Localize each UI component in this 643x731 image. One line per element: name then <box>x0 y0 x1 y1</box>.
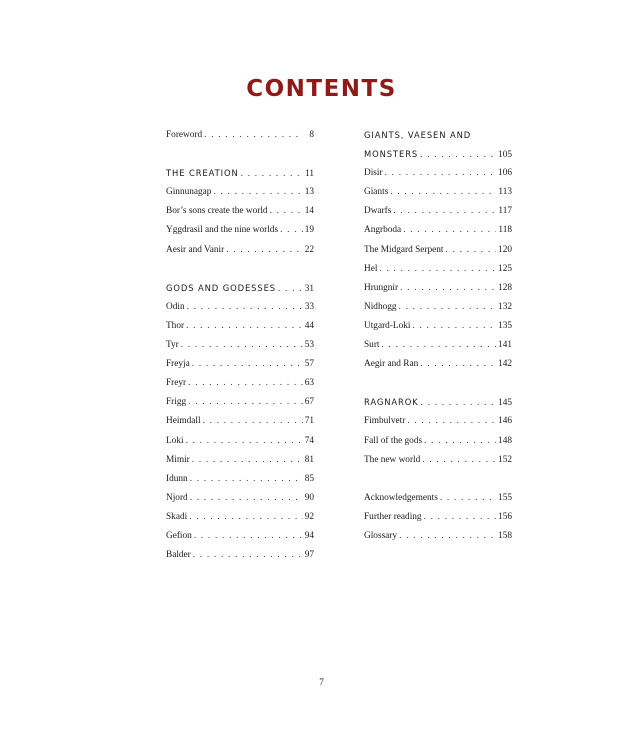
leader-dots <box>203 416 303 426</box>
toc-entry[interactable] <box>364 455 512 474</box>
toc-entry[interactable] <box>166 130 314 149</box>
toc-entry-label: Thor <box>166 320 185 331</box>
toc-entry[interactable] <box>166 359 314 378</box>
leader-dots <box>193 550 303 560</box>
toc-entry-label: Frigg <box>166 397 187 408</box>
toc-entry-page: 141 <box>498 340 512 351</box>
toc-entry[interactable] <box>166 455 314 474</box>
toc-entry-label: Odin <box>166 301 185 312</box>
toc-entry-page: 117 <box>498 206 512 217</box>
toc-section-heading[interactable] <box>166 283 314 302</box>
toc-entry-page: 33 <box>304 301 314 312</box>
leader-dots <box>186 321 303 331</box>
toc-entry-label: Njord <box>166 492 188 503</box>
toc-entry-label: Foreword <box>166 130 203 140</box>
leader-dots <box>424 512 496 522</box>
toc-entry-page: 120 <box>498 244 512 255</box>
toc-entry-label: Skadi <box>166 511 188 522</box>
leader-dots <box>188 397 303 407</box>
toc-entry[interactable] <box>166 436 314 455</box>
toc-entry-label: Utgard-Loki <box>364 320 411 331</box>
toc-entry-page: 132 <box>498 301 512 312</box>
leader-dots <box>400 283 496 293</box>
toc-entry-page: 94 <box>304 530 314 541</box>
leader-dots <box>190 474 303 484</box>
toc-entry-page: 125 <box>498 263 512 274</box>
toc-entry-page: 81 <box>304 454 314 465</box>
toc-section-page: 145 <box>498 398 512 409</box>
toc-entry-label: Gefion <box>166 530 192 541</box>
leader-dots <box>379 264 496 274</box>
leader-dots <box>399 302 497 312</box>
toc-section-label: RAGNAROK <box>364 397 419 408</box>
toc-entry-label: Hel <box>364 263 378 274</box>
toc-entry[interactable] <box>364 512 512 531</box>
leader-dots <box>403 225 496 235</box>
toc-entry-page: 156 <box>498 511 512 522</box>
toc-entry[interactable] <box>166 225 314 244</box>
toc-entry-page: 71 <box>304 416 314 427</box>
leader-dots <box>420 359 496 369</box>
toc-entry-label: Idunn <box>166 473 188 484</box>
toc-entry-label: Fall of the gods <box>364 435 423 446</box>
leader-dots <box>421 398 496 408</box>
toc-entry-page: 142 <box>498 359 512 370</box>
toc-entry[interactable] <box>166 512 314 531</box>
leader-dots <box>382 340 497 350</box>
toc-entry-page: 118 <box>498 225 512 236</box>
toc-entry-label: Heimdall <box>166 416 201 427</box>
toc-entry[interactable] <box>364 531 512 550</box>
toc-entry[interactable] <box>166 397 314 416</box>
toc-entry-page: 152 <box>498 454 512 465</box>
leader-dots <box>270 206 303 216</box>
toc-entry-page: 128 <box>498 282 512 293</box>
leader-dots <box>187 302 303 312</box>
contents-column-left <box>166 130 314 569</box>
toc-entry[interactable] <box>364 187 512 206</box>
toc-section-label: THE CREATION <box>166 168 239 179</box>
leader-dots <box>181 340 303 350</box>
toc-entry-label: Freyja <box>166 359 190 370</box>
leader-dots <box>213 187 302 197</box>
toc-section-heading-line[interactable]: GIANTS, VAESEN AND <box>364 130 472 140</box>
toc-entry-page: 106 <box>498 168 512 179</box>
toc-entry-label: The new world <box>364 454 421 465</box>
toc-entry[interactable] <box>364 206 512 225</box>
leader-dots <box>390 187 496 197</box>
leader-dots <box>440 493 496 503</box>
leader-dots <box>399 531 496 541</box>
toc-entry-page: 44 <box>304 320 314 331</box>
toc-entry-page: 67 <box>304 397 314 408</box>
toc-entry[interactable] <box>166 245 314 264</box>
toc-entry-label: Angrboda <box>364 225 402 236</box>
leader-dots <box>278 284 303 294</box>
toc-entry-label: Aegir and Ran <box>364 359 419 370</box>
toc-entry[interactable] <box>166 302 314 321</box>
toc-entry-label: Giants <box>364 187 389 198</box>
toc-entry-label: Surt <box>364 340 380 351</box>
toc-entry-page: 113 <box>498 187 512 198</box>
toc-entry[interactable] <box>364 245 512 264</box>
toc-entry-page: 158 <box>498 530 512 541</box>
toc-entry-label: Bor’s sons create the world <box>166 206 268 217</box>
toc-entry-page: 146 <box>498 416 512 427</box>
toc-entry-label: Dwarfs <box>364 206 392 217</box>
leader-dots <box>194 531 303 541</box>
leader-dots <box>393 206 496 216</box>
toc-entry-label: Hrungnir <box>364 282 399 293</box>
toc-entry[interactable] <box>364 321 512 340</box>
toc-entry-page: 14 <box>304 206 314 217</box>
toc-section-label: GODS AND GODESSES <box>166 282 276 293</box>
toc-section-heading[interactable] <box>364 149 512 168</box>
toc-entry-label: Ginnunagap <box>166 187 212 198</box>
toc-entry-page: 22 <box>304 244 314 255</box>
toc-entry-page: 97 <box>304 550 314 561</box>
toc-entry[interactable] <box>166 206 314 225</box>
toc-entry-page: 63 <box>304 378 314 389</box>
toc-entry-label: Mimir <box>166 454 190 465</box>
leader-dots <box>192 455 303 465</box>
toc-entry-page: 148 <box>498 435 512 446</box>
toc-section-page: 31 <box>304 283 314 294</box>
leader-dots <box>189 512 303 522</box>
leader-dots <box>412 321 496 331</box>
page-title: CONTENTS <box>246 76 397 102</box>
toc-entry-page: 8 <box>309 130 314 140</box>
toc-entry[interactable] <box>166 550 314 569</box>
toc-entry[interactable] <box>364 168 512 187</box>
toc-entry-page: 19 <box>304 225 314 236</box>
toc-entry-label: The Midgard Serpent <box>364 244 444 255</box>
toc-entry[interactable] <box>166 416 314 435</box>
leader-dots <box>407 416 496 426</box>
leader-dots <box>420 150 496 160</box>
toc-entry[interactable] <box>166 187 314 206</box>
toc-section-heading[interactable] <box>166 168 314 187</box>
leader-dots <box>424 436 496 446</box>
toc-entry[interactable] <box>364 436 512 455</box>
toc-entry-label: Glossary <box>364 530 398 541</box>
leader-dots <box>186 436 303 446</box>
toc-entry[interactable] <box>364 264 512 283</box>
leader-dots <box>241 169 303 179</box>
leader-dots <box>188 378 303 388</box>
toc-section-page: 105 <box>498 150 512 161</box>
toc-entry-page: 53 <box>304 340 314 351</box>
toc-entry-page: 13 <box>304 187 314 198</box>
leader-dots <box>226 245 303 255</box>
toc-entry-label: Further reading <box>364 511 422 522</box>
toc-entry-label: Acknowledgements <box>364 492 438 503</box>
toc-section-label: MONSTERS <box>364 149 419 160</box>
toc-section-page: 11 <box>305 169 314 180</box>
toc-entry[interactable] <box>364 340 512 359</box>
toc-entry-page: 85 <box>304 473 314 484</box>
leader-dots <box>446 245 497 255</box>
leader-dots <box>385 168 496 178</box>
toc-entry-page: 135 <box>498 320 512 331</box>
toc-entry[interactable] <box>166 340 314 359</box>
toc-entry[interactable] <box>364 302 512 321</box>
toc-entry[interactable] <box>364 283 512 302</box>
toc-entry[interactable] <box>364 225 512 244</box>
toc-entry-label: Freyr <box>166 378 187 389</box>
toc-entry-label: Nidhogg <box>364 301 397 312</box>
leader-dots <box>190 493 303 503</box>
toc-entry-label: Balder <box>166 550 191 561</box>
toc-entry[interactable] <box>166 474 314 493</box>
toc-entry[interactable] <box>364 493 512 512</box>
page-number: 7 <box>319 677 324 687</box>
toc-section-heading[interactable] <box>364 397 512 416</box>
leader-dots <box>422 455 496 465</box>
leader-dots <box>204 130 303 140</box>
toc-entry-label: Aesir and Vanir <box>166 244 225 255</box>
toc-entry-page: 155 <box>498 492 512 503</box>
toc-entry-page: 57 <box>304 359 314 370</box>
toc-entry[interactable] <box>364 359 512 378</box>
toc-entry-label: Tyr <box>166 340 179 351</box>
leader-dots <box>192 359 303 369</box>
toc-entry-label: Loki <box>166 435 184 446</box>
toc-entry-label: Disir <box>364 168 383 179</box>
toc-entry[interactable] <box>166 493 314 512</box>
contents-column-right <box>364 130 512 550</box>
leader-dots <box>280 225 303 235</box>
toc-entry-page: 90 <box>304 492 314 503</box>
toc-entry[interactable] <box>364 416 512 435</box>
toc-entry-label: Yggdrasil and the nine worlds <box>166 225 279 236</box>
toc-entry-page: 92 <box>304 511 314 522</box>
toc-entry[interactable] <box>166 321 314 340</box>
toc-entry-page: 74 <box>304 435 314 446</box>
toc-entry-label: Fimbulvetr <box>364 416 406 427</box>
toc-entry[interactable] <box>166 531 314 550</box>
toc-entry[interactable] <box>166 378 314 397</box>
